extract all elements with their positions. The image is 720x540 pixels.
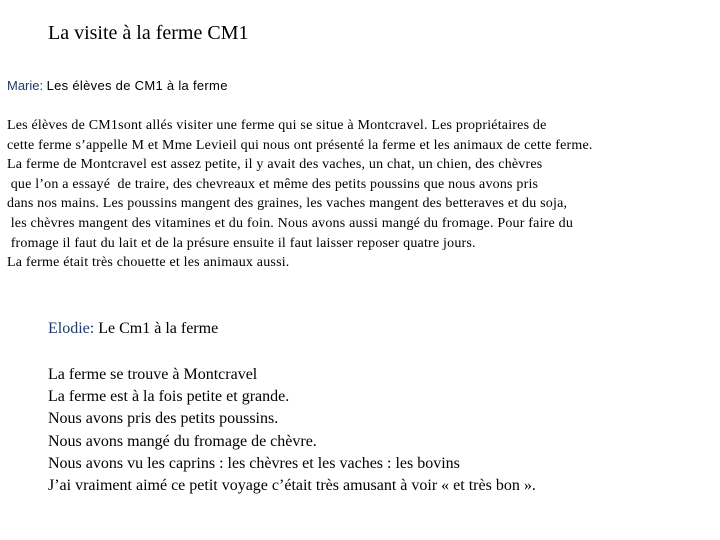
- text-line: que l’on a essayé de traire, des chevreaux et même des petits poussins que nous avons pris: [7, 176, 539, 192]
- section-1-header: [7, 78, 228, 95]
- text-line: fromage il faut du lait et de la présure ensuite il faut laisser reposer quatre jours.: [7, 235, 476, 251]
- text-line: La ferme de Montcravel est assez petite, il y avait des vaches, un chat, un chien, des chèvres: [7, 157, 543, 173]
- text-line: Nous avons vu les caprins : les chèvres et les vaches : les bovins: [48, 454, 460, 472]
- section-2-header: [48, 320, 218, 338]
- section-1-subject: Les élèves de CM1 à la ferme: [46, 78, 228, 93]
- page-title: La visite à la ferme CM1: [48, 22, 249, 44]
- text-line: Les élèves de CM1sont allés visiter une ferme qui se situe à Montcravel. Les propriétaires de: [7, 118, 547, 133]
- text-line: cette ferme s’appelle M et Mme Levieil qui nous ont présenté la ferme et les animaux de cette ferme.: [7, 137, 593, 153]
- section-1-body: [7, 116, 707, 273]
- section-2-body: [48, 364, 708, 497]
- section-2-subject: Le Cm1 à la ferme: [98, 320, 219, 337]
- text-line: les chèvres mangent des vitamines et du foin. Nous avons aussi mangé du fromage. Pour faire du: [7, 215, 574, 231]
- section-2-author: Elodie:: [48, 320, 95, 337]
- text-line: J’ai vraiment aimé ce petit voyage c’était très amusant à voir « et très bon ».: [48, 476, 536, 494]
- text-line: Nous avons pris des petits poussins.: [48, 410, 279, 428]
- text-line: dans nos mains. Les poussins mangent des graines, les vaches mangent des betteraves et du soja,: [7, 196, 568, 212]
- text-line: Nous avons mangé du fromage de chèvre.: [48, 432, 317, 450]
- text-line: La ferme se trouve à Montcravel: [48, 366, 258, 383]
- section-1-author: Marie:: [7, 78, 44, 93]
- text-line: La ferme était très chouette et les animaux aussi.: [7, 255, 290, 271]
- text-line: La ferme est à la fois petite et grande.: [48, 388, 290, 406]
